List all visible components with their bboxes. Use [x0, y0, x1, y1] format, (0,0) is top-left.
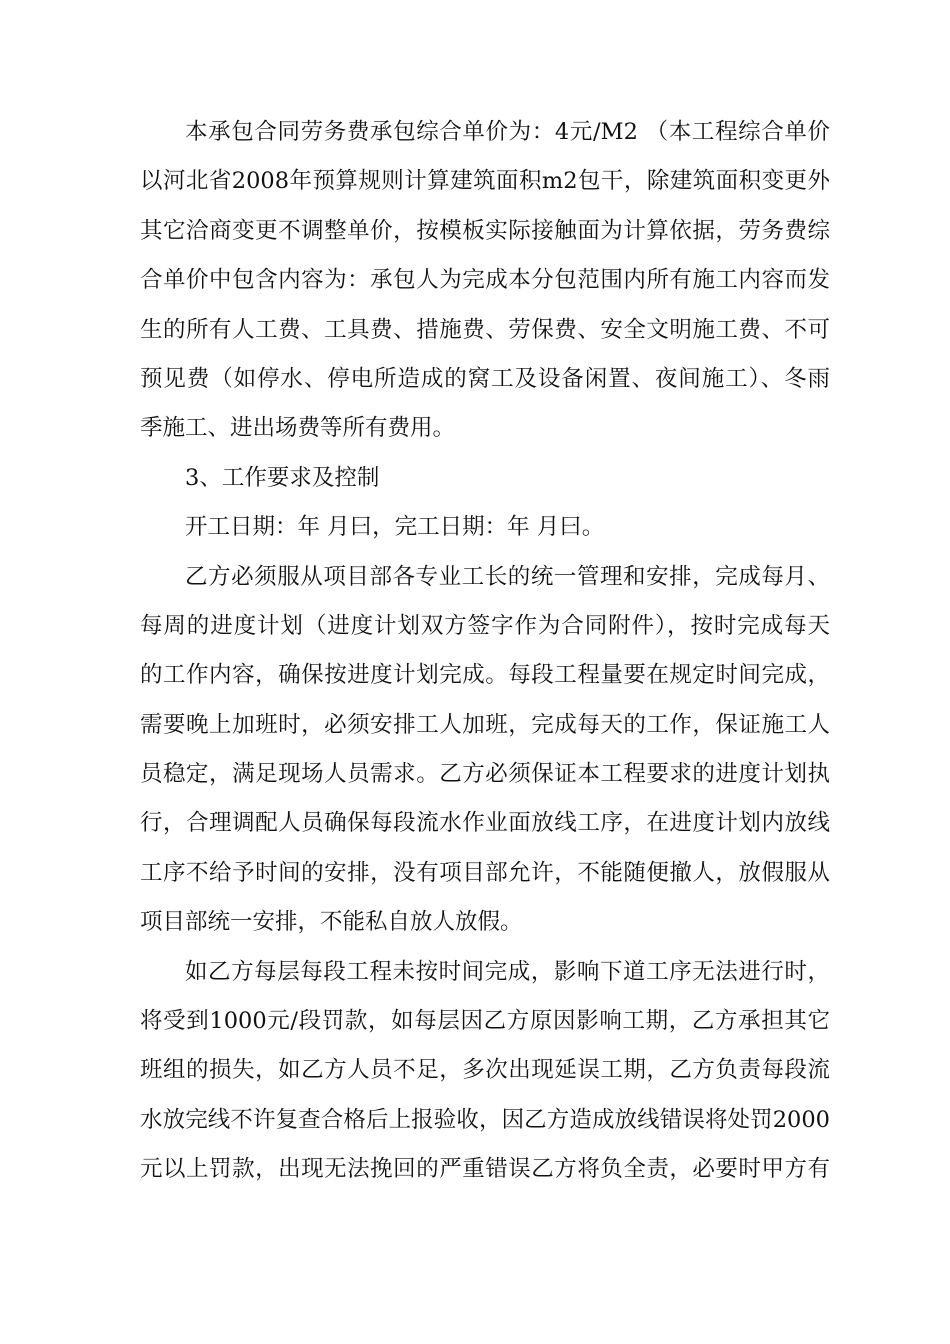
paragraph-line: 水放完线不许复查合格后上报验收，因乙方造成放线错误将处罚2000 [140, 1106, 830, 1133]
paragraph-line: 以河北省2008年预算规则计算建筑面积m2包干，除建筑面积变更外 [140, 168, 830, 195]
paragraph-line: 班组的损失，如乙方人员不足，多次出现延误工期，乙方负责每段流 [140, 1057, 830, 1084]
section-heading: 3、工作要求及控制 [185, 464, 380, 491]
paragraph-line: 本承包合同劳务费承包综合单价为：4元/M2 （本工程综合单价 [185, 119, 830, 145]
paragraph-line: 预见费（如停水、停电所造成的窝工及设备闲置、夜间施工）、冬雨 [140, 365, 830, 392]
paragraph-line: 行，合理调配人员确保每段流水作业面放线工序，在进度计划内放线 [140, 810, 830, 837]
paragraph-line: 其它洽商变更不调整单价，按模板实际接触面为计算依据，劳务费综 [140, 217, 830, 244]
paragraph-line: 需要晚上加班时，必须安排工人加班，完成每天的工作，保证施工人 [140, 711, 830, 738]
paragraph-line: 季施工、进出场费等所有费用。 [140, 415, 456, 442]
paragraph-line: 工序不给予时间的安排，没有项目部允许，不能随便撤人，放假服从 [140, 859, 830, 886]
paragraph-line: 如乙方每层每段工程未按时间完成，影响下道工序无法进行时， [185, 958, 830, 985]
contract-text-body [140, 108, 830, 1195]
paragraph-line: 元以上罚款，出现无法挽回的严重错误乙方将负全责，必要时甲方有 [140, 1156, 830, 1183]
paragraph-line: 合单价中包含内容为：承包人为完成本分包范围内所有施工内容而发 [140, 267, 830, 294]
paragraph-line: 将受到1000元/段罚款，如每层因乙方原因影响工期，乙方承担其它 [140, 1008, 830, 1035]
paragraph-line: 每周的进度计划（进度计划双方签字作为合同附件），按时完成每天 [140, 612, 830, 639]
paragraph-line: 乙方必须服从项目部各专业工长的统一管理和安排，完成每月、 [185, 563, 830, 590]
paragraph-line: 的工作内容，确保按进度计划完成。每段工程量要在规定时间完成， [140, 662, 830, 689]
paragraph-line: 生的所有人工费、工具费、措施费、劳保费、安全文明施工费、不可 [140, 316, 830, 343]
schedule-line: 开工日期：年 月曰，完工日期：年 月曰。 [185, 514, 605, 541]
paragraph-line: 项目部统一安排，不能私自放人放假。 [140, 909, 523, 936]
paragraph-line: 员稳定，满足现场人员需求。乙方必须保证本工程要求的进度计划执 [140, 761, 830, 788]
